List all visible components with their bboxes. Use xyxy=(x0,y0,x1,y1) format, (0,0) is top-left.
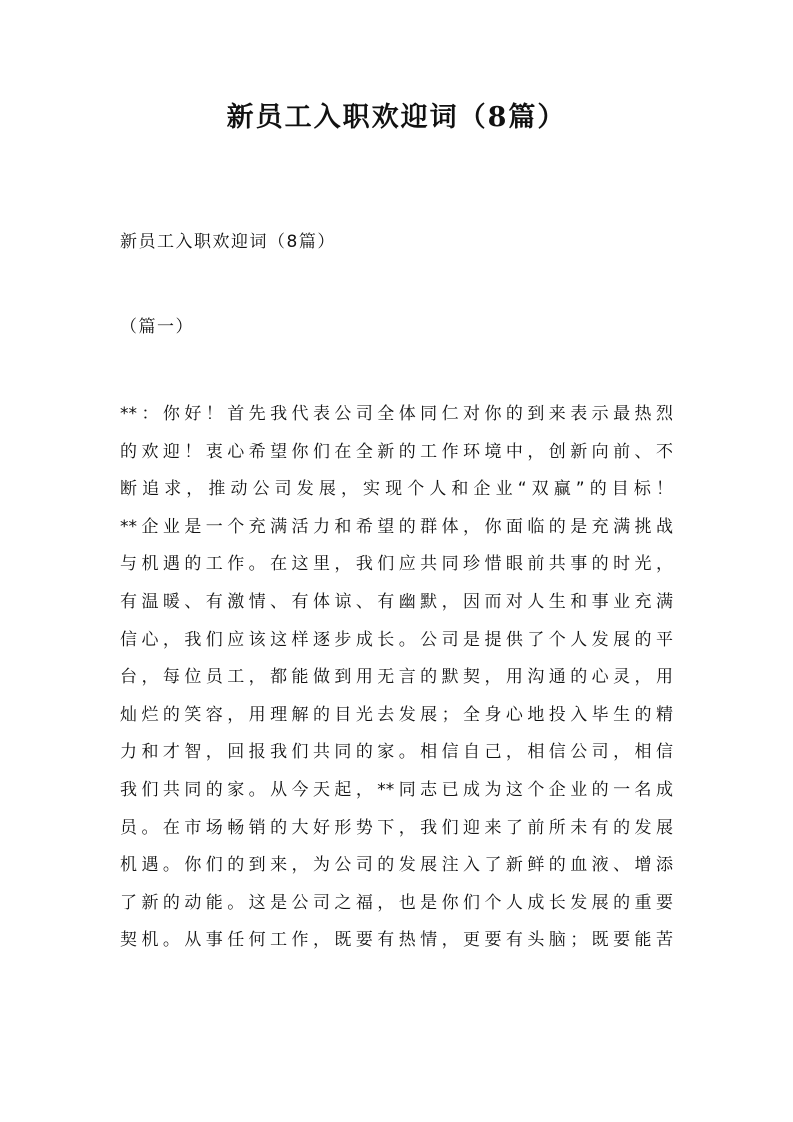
document-subtitle: 新员工入职欢迎词（8篇） xyxy=(120,232,336,252)
body-line: 了新的动能。这是公司之福，也是你们个人成长发展的重要 xyxy=(120,892,673,913)
body-line: 契机。从事任何工作，既要有热情，更要有头脑；既要能苦 xyxy=(120,930,673,951)
section-label: （篇一） xyxy=(120,317,194,337)
document-title: 新员工入职欢迎词（8篇） xyxy=(226,102,567,133)
body-line: 的欢迎！衷心希望你们在全新的工作环境中，创新向前、不 xyxy=(120,441,673,462)
body-line: 断追求，推动公司发展，实现个人和企业“双赢”的目标！ xyxy=(120,479,673,500)
body-line: 台，每位员工，都能做到用无言的默契，用沟通的心灵，用 xyxy=(120,667,673,688)
body-line: 员。在市场畅销的大好形势下，我们迎来了前所未有的发展 xyxy=(120,817,673,838)
body-line: **：你好！首先我代表公司全体同仁对你的到来表示最热烈 xyxy=(120,404,673,424)
body-line: 有温暖、有激情、有体谅、有幽默，因而对人生和事业充满 xyxy=(120,591,673,612)
body-paragraph xyxy=(120,396,680,960)
body-line: 与机遇的工作。在这里，我们应共同珍惜眼前共事的时光， xyxy=(120,554,673,575)
body-line: 信心，我们应该这样逐步成长。公司是提供了个人发展的平 xyxy=(120,629,673,650)
body-line: 机遇。你们的到来，为公司的发展注入了新鲜的血液、增添 xyxy=(120,855,673,876)
body-line: 我们共同的家。从今天起，**同志已成为这个企业的一名成 xyxy=(120,779,673,800)
body-line: 力和才智，回报我们共同的家。相信自己，相信公司，相信 xyxy=(120,742,673,763)
body-line: **企业是一个充满活力和希望的群体，你面临的是充满挑战 xyxy=(120,516,673,537)
body-line: 灿烂的笑容，用理解的目光去发展；全身心地投入毕生的精 xyxy=(120,704,673,725)
